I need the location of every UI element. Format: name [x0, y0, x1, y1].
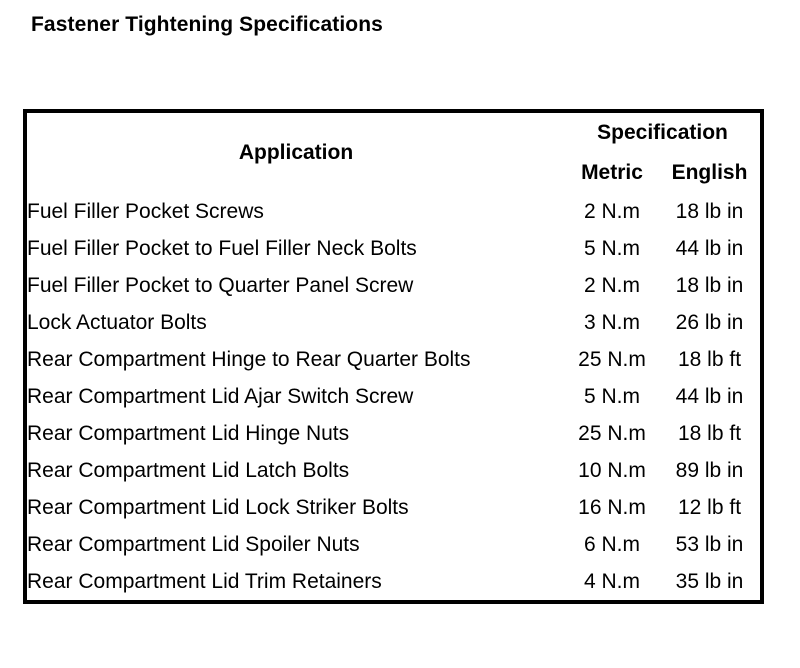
metric-cell: 4 N.m — [583, 569, 640, 593]
table-row — [27, 304, 760, 341]
specification-header: Specification — [597, 121, 728, 144]
english-cell: 44 lb in — [675, 236, 744, 260]
metric-cell: 5 N.m — [583, 236, 640, 260]
table-row — [27, 563, 760, 600]
metric-cell: 6 N.m — [583, 532, 640, 556]
application-header: Application — [238, 141, 354, 164]
table-row — [27, 378, 760, 415]
metric-cell: 2 N.m — [583, 199, 640, 223]
table-row — [27, 489, 760, 526]
application-cell: Rear Compartment Hinge to Rear Quarter Bolts — [27, 347, 471, 371]
application-cell: Rear Compartment Lid Ajar Switch Screw — [27, 384, 414, 408]
english-cell: 18 lb in — [675, 199, 744, 223]
table-row — [27, 452, 760, 489]
metric-cell: 2 N.m — [583, 273, 640, 297]
metric-cell: 5 N.m — [583, 384, 640, 408]
table-row — [27, 193, 760, 230]
application-cell: Rear Compartment Lid Lock Striker Bolts — [27, 495, 409, 519]
metric-cell: 25 N.m — [578, 347, 646, 371]
application-cell: Rear Compartment Lid Hinge Nuts — [27, 421, 350, 445]
page-title: Fastener Tightening Specifications — [31, 13, 383, 36]
english-cell: 12 lb ft — [677, 495, 742, 519]
application-cell: Fuel Filler Pocket to Fuel Filler Neck Bolts — [27, 236, 417, 260]
metric-cell: 10 N.m — [578, 458, 646, 482]
english-cell: 53 lb in — [675, 532, 744, 556]
english-cell: 35 lb in — [675, 569, 744, 593]
table-row — [27, 230, 760, 267]
application-cell: Rear Compartment Lid Spoiler Nuts — [27, 532, 360, 556]
application-cell: Fuel Filler Pocket to Quarter Panel Screw — [27, 273, 414, 297]
application-cell: Rear Compartment Lid Trim Retainers — [27, 569, 382, 593]
english-cell: 18 lb ft — [677, 421, 742, 445]
metric-cell: 25 N.m — [578, 421, 646, 445]
english-cell: 18 lb in — [675, 273, 744, 297]
table-row — [27, 526, 760, 563]
table-row — [27, 267, 760, 304]
metric-cell: 3 N.m — [583, 310, 640, 334]
application-cell: Lock Actuator Bolts — [27, 310, 207, 334]
english-header: English — [671, 161, 748, 184]
application-cell: Rear Compartment Lid Latch Bolts — [27, 458, 350, 482]
fastener-spec-table — [23, 109, 764, 604]
english-cell: 26 lb in — [675, 310, 744, 334]
metric-header: Metric — [581, 161, 643, 184]
english-cell: 44 lb in — [675, 384, 744, 408]
metric-cell: 16 N.m — [578, 495, 646, 519]
application-cell: Fuel Filler Pocket Screws — [27, 199, 264, 223]
english-cell: 18 lb ft — [677, 347, 742, 371]
table-row — [27, 341, 760, 378]
english-cell: 89 lb in — [675, 458, 744, 482]
table-row — [27, 415, 760, 452]
